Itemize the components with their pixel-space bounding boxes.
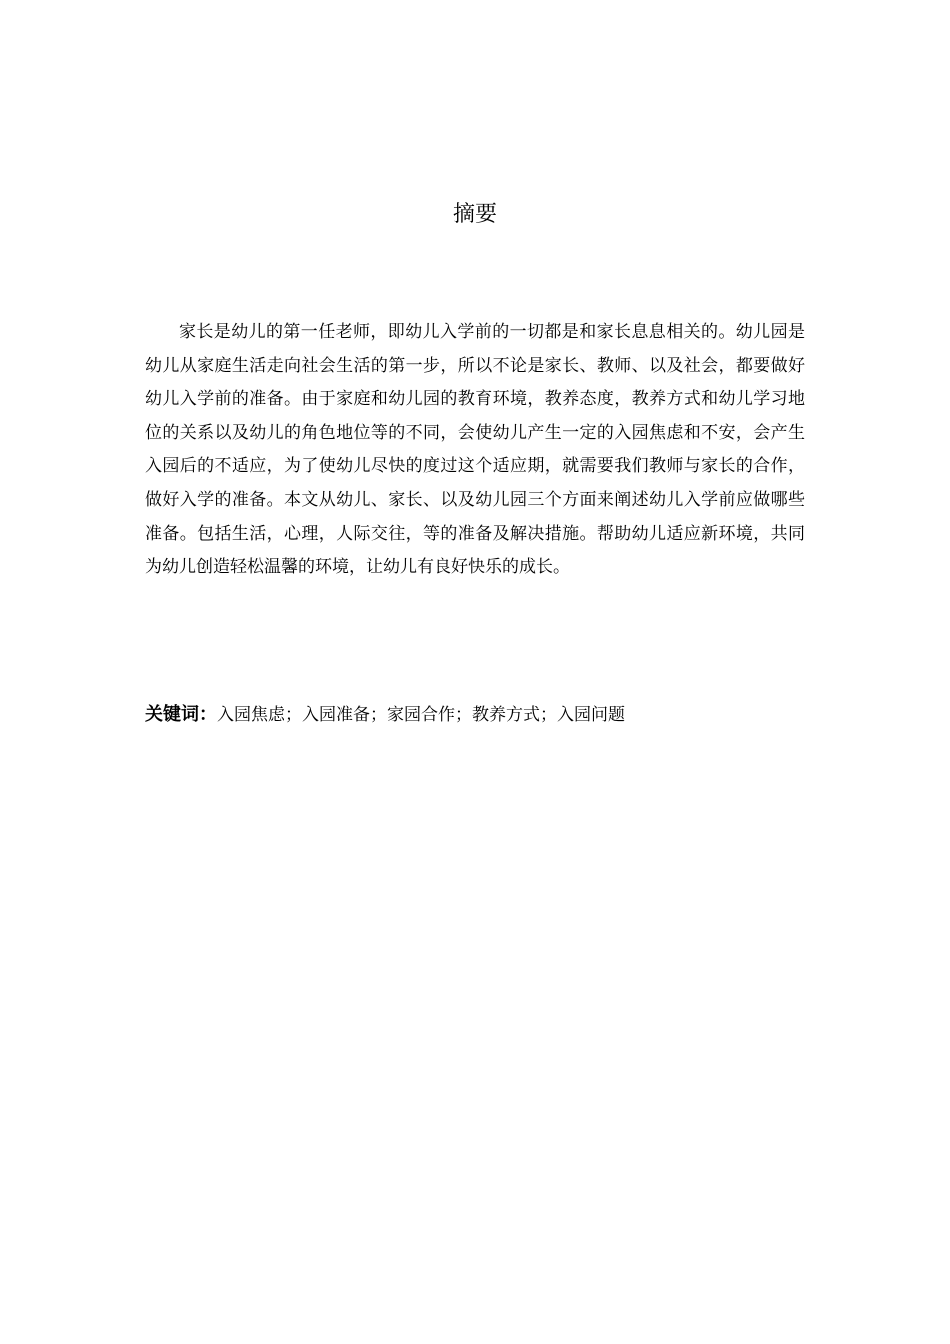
keywords-label: 关键词：: [145, 704, 217, 725]
keywords-line: [145, 700, 805, 730]
abstract-paragraph: 家长是幼儿的第一任老师，即幼儿入学前的一切都是和家长息息相关的。幼儿园是幼儿从家庭生活走向社会生活的第一步，所以不论是家长、教师、以及社会，都要做好幼儿入学前的准备。由于家庭和幼儿园的教育环境，教养态度，教养方式和幼儿学习地位的关系以及幼儿的角色地位等的不同，会使幼儿产生一定的入园焦虑和不安，会产生入园后的不适应，为了使幼儿尽快的度过这个适应期，就需要我们教师与家长的合作，做好入学的准备。本文从幼儿、家长、以及幼儿园三个方面来阐述幼儿入学前应做哪些准备。包括生活，心理，人际交往，等的准备及解决措施。帮助幼儿适应新环境，共同为幼儿创造轻松温馨的环境，让幼儿有良好快乐的成长。: [145, 322, 805, 578]
abstract-title: 摘要: [452, 202, 497, 227]
keywords-list: 入园焦虑；入园准备；家园合作；教养方式；入园问题: [217, 705, 625, 725]
